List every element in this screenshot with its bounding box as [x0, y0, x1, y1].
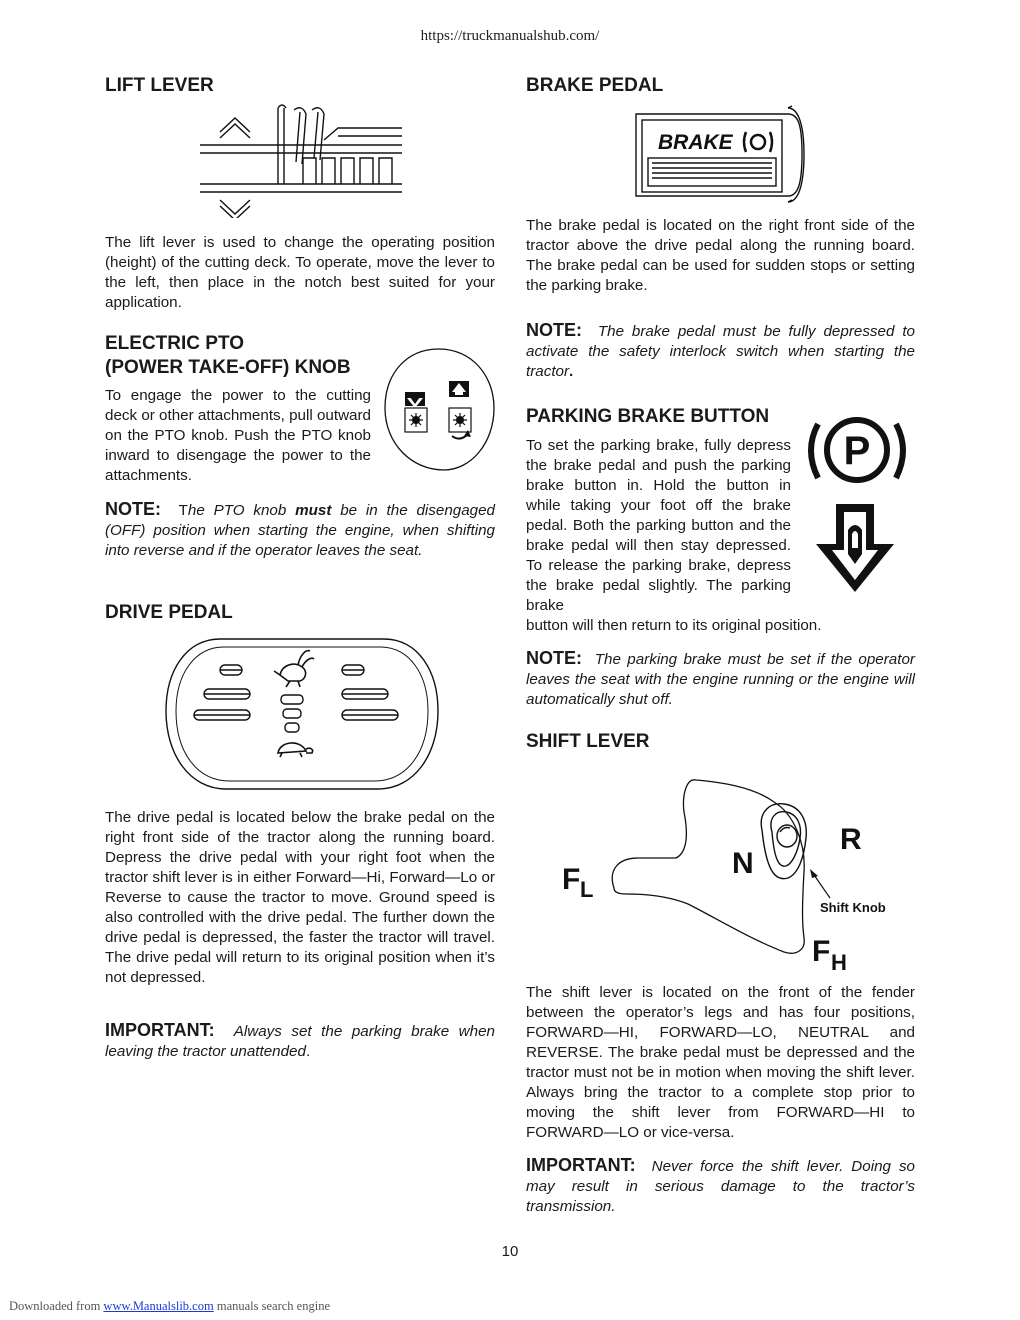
brake-note: NOTE: The brake pedal must be fully depressed to activate the safety interlock switch when starting the tractor.	[526, 320, 915, 380]
brake-pedal-illustration	[632, 104, 808, 204]
shift-important: IMPORTANT: Never force the shift lever. Doing so may result in serious damage to the tractor’s transmission.	[526, 1155, 915, 1215]
page-number: 10	[501, 1243, 519, 1260]
shift-knob	[761, 804, 806, 879]
lift-lever-text: The lift lever is used to change the operating position (height) of the cutting deck. To operate, move the lever to the left, then place in the notch best suited for your application.	[105, 234, 495, 311]
parking-note: NOTE: The parking brake must be set if the operator leaves the seat with the engine running or the engine will automatically shut off.	[526, 648, 915, 708]
pto-text: To engage the power to the cutting deck or other attachments, pull outward on the PTO knob. Push the PTO knob inward to disengage the power to the attachments.	[105, 387, 371, 484]
shift-r-label: R	[840, 823, 862, 856]
brake-pedal-label: BRAKE	[658, 131, 733, 154]
pto-heading-line2: (POWER TAKE-OFF) KNOB	[105, 357, 351, 378]
manualslib-link[interactable]: www.Manualslib.com	[103, 1299, 214, 1313]
shift-fh-sub: H	[831, 950, 847, 975]
drive-pedal-illustration	[162, 635, 442, 793]
pto-knob-illustration	[382, 346, 496, 474]
drive-important: IMPORTANT: Always set the parking brake when leaving the tractor unattended.	[105, 1020, 495, 1060]
shift-fl-label: F	[562, 863, 581, 896]
shift-lever-text: The shift lever is located on the front of the fender between the operator’s legs and has four positions, FORWARD—HI, FORWARD—LO, NEUTRAL and REVERSE. The brake pedal must be depressed and the tractor must not be in motion when moving the shift lever. Always bring the tractor to a complete stop prior to moving the shift lever from FORWARD—HI to FORWARD—LO or vice-versa.	[526, 984, 915, 1141]
parking-push-icon	[812, 502, 898, 594]
note-label: NOTE:	[105, 499, 161, 519]
turtle-icon	[278, 743, 313, 757]
drive-pedal-heading: DRIVE PEDAL	[105, 602, 233, 623]
pto-heading-line1: ELECTRIC PTO	[105, 333, 244, 354]
parking-p-symbol	[806, 408, 908, 494]
parking-brake-text: To set the parking brake, fully depress the brake pedal and push the parking brake button in. Hold the button in while taking your foot off the brake pedal. Both the parking button and the brake pedal will then stay depressed. To release the parking brake, depress the brake pedal slightly. The parking brake	[526, 437, 791, 614]
note-label: NOTE:	[526, 648, 582, 668]
brake-pedal-text: The brake pedal is located on the right front side of the tractor above the drive pedal along the running board. The brake pedal can be used for sudden stops or setting the parking brake.	[526, 217, 915, 294]
brake-circle-icon	[744, 132, 772, 152]
footer: Downloaded from www.Manualslib.com manuals search engine	[9, 1299, 330, 1313]
shift-lever-heading: SHIFT LEVER	[526, 731, 650, 752]
header-url: https://truckmanualshub.com/	[420, 28, 600, 44]
lift-lever-illustration	[198, 100, 404, 218]
parking-p-letter: P	[843, 429, 871, 473]
pto-note: NOTE: The PTO knob must be in the disengaged (OFF) position when starting the engine, when shifting into reverse and if the operator leaves the seat.	[105, 499, 495, 559]
parking-brake-text-last: button will then return to its original position.	[526, 617, 822, 634]
pto-on-icon	[449, 381, 471, 439]
shift-fl-sub: L	[580, 877, 594, 902]
rabbit-icon	[274, 651, 314, 687]
important-label: IMPORTANT:	[105, 1020, 215, 1040]
shift-gate-diagram	[548, 772, 908, 976]
drive-pedal-text: The drive pedal is located below the brake pedal on the right front side of the tractor along the running board. Depress the drive pedal with your right foot when the tractor shift lever is in either Forward—Hi, Forward—Lo or Reverse to cause the tractor to move. Ground speed is also controlled with the drive pedal. The further down the drive pedal is depressed, the faster the tractor will travel. The drive pedal will return to its original position when it’s not depressed.	[105, 809, 495, 986]
lift-lever-heading: LIFT LEVER	[105, 75, 214, 96]
parking-brake-heading: PARKING BRAKE BUTTON	[526, 406, 770, 427]
shift-n-label: N	[732, 847, 754, 880]
shift-knob-label: Shift Knob	[820, 900, 886, 915]
shift-fh-label: F	[812, 935, 831, 968]
brake-pedal-heading: BRAKE PEDAL	[526, 75, 664, 96]
important-label: IMPORTANT:	[526, 1155, 636, 1175]
note-label: NOTE:	[526, 320, 582, 340]
pto-off-icon	[405, 392, 427, 432]
